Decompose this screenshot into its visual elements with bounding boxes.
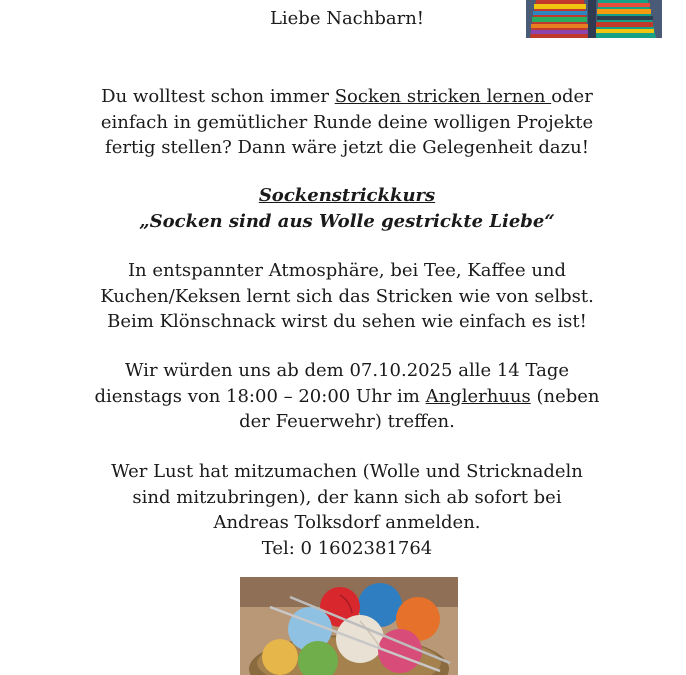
intro-paragraph xyxy=(0,84,686,161)
atmosphere-line-2: Kuchen/Keksen lernt sich das Stricken wie von selbst. xyxy=(100,285,594,307)
schedule-time: dienstags von 18:00 – 20:00 Uhr im xyxy=(94,385,426,407)
signup-line-1: Wer Lust hat mitzumachen (Wolle und Stricknadeln xyxy=(111,461,583,482)
intro-line-3: fertig stellen? Dann wäre jetzt die Gelegenheit dazu! xyxy=(105,137,589,158)
schedule-line-2 xyxy=(0,384,686,410)
phone-number: Tel: 0 1602381764 xyxy=(261,537,433,559)
intro-line-1 xyxy=(0,84,686,110)
knitting-lesson-highlight: Socken stricken lernen xyxy=(334,86,552,107)
schedule-line-1: Wir würden uns ab dem 07.10.2025 alle 14 Tage xyxy=(125,360,569,381)
wool-basket-photo xyxy=(240,577,458,675)
course-heading xyxy=(0,183,686,234)
signup-paragraph xyxy=(0,459,686,561)
atmosphere-line-3: Beim Klönschnack wirst du sehen wie einfach es ist! xyxy=(107,311,587,332)
schedule-paragraph xyxy=(0,358,686,435)
signup-line-3: Andreas Tolksdorf anmelden. xyxy=(213,512,481,533)
schedule-text-end: (neben xyxy=(530,385,600,407)
schedule-line-3: der Feuerwehr) treffen. xyxy=(239,411,455,432)
course-title: Sockenstrickkurs xyxy=(258,185,436,206)
signup-line-2: sind mitzubringen), der kann sich ab sofort bei xyxy=(132,486,562,508)
intro-text-end: oder xyxy=(551,86,593,107)
intro-text: Du wolltest schon immer xyxy=(101,86,335,107)
greeting: Liebe Nachbarn! xyxy=(269,8,425,29)
atmosphere-line-1: In entspannter Atmosphäre, bei Tee, Kaffee und xyxy=(127,260,567,281)
location-name: Anglerhuus xyxy=(425,385,531,407)
atmosphere-paragraph xyxy=(0,258,686,335)
course-motto: „Socken sind aus Wolle gestrickte Liebe“ xyxy=(139,210,555,232)
intro-line-2: einfach in gemütlicher Runde deine wolligen Projekte xyxy=(100,111,594,133)
